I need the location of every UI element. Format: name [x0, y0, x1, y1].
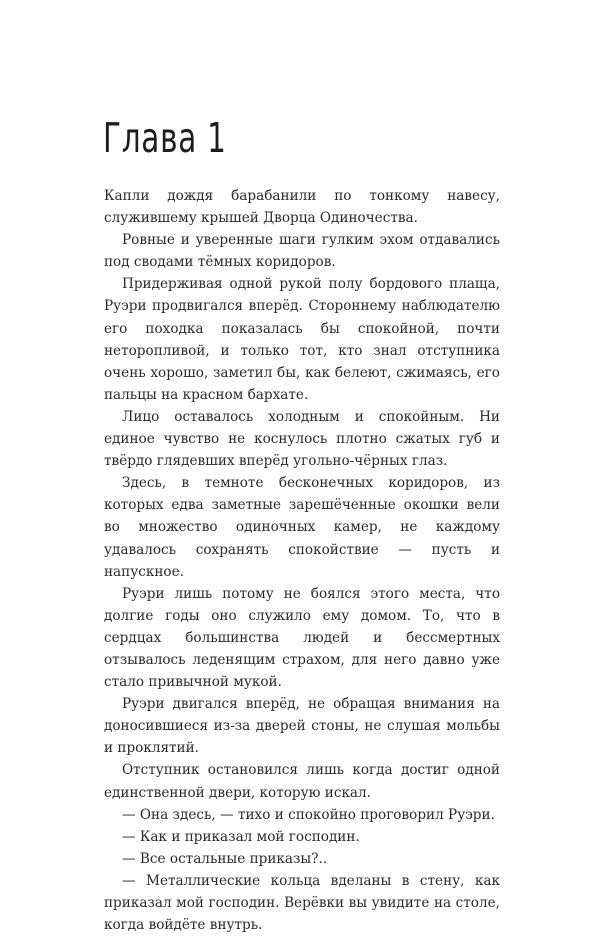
paragraph: Руэри лишь потому не боялся этого места, что долгие годы оно служило ему домом. То, что в сердцах большинства людей и бессмертных отзывалось леденящим страхом, для него давно уже стало привычной мукой. — [104, 585, 500, 691]
dialogue-line: — Она здесь, — тихо и спокойно проговорил Руэри. — [122, 806, 495, 823]
paragraph: Капли дождя барабанили по тонкому навесу, служившему крышей Дворца Одиночества. — [104, 188, 500, 227]
paragraph: Ровные и уверенные шаги гулким эхом отдавались под сводами тёмных коридоров. — [104, 232, 500, 271]
chapter-title: Глава 1 — [103, 114, 227, 162]
dialogue-line: — Все остальные приказы?.. — [122, 850, 328, 867]
paragraph: Отступник остановился лишь когда достиг одной единственной двери, которую искал. — [104, 762, 500, 801]
paragraph: Здесь, в темноте бесконечных коридоров, из которых едва заметные зарешёченные окошки вели во множество одиночных камер, не каждому удавалось сохранять спокойствие — пусть и напускное. — [104, 475, 500, 580]
paragraph: Придерживая одной рукой полу бордового плаща, Руэри продвигался вперёд. Стороннему наблюдателю его походка показалась бы спокойной, почти неторопливой, и только тот, кто знал отступника очень хорошо, заметил бы, как белеют, сжимаясь, его пальцы на красном бархате. — [104, 276, 500, 403]
paragraph: Руэри двигался вперёд, не обращая внимания на доносившиеся из-за дверей стоны, не слушая мольбы и проклятий. — [104, 696, 500, 757]
dialogue-line: — Как и приказал мой господин. — [122, 828, 360, 845]
paragraph: Лицо оставалось холодным и спокойным. Ни единое чувство не коснулось плотно сжатых губ и твёрдо глядевших вперёд угольно-чёрных глаз. — [104, 408, 500, 470]
chapter-body — [104, 185, 500, 936]
dialogue-line: — Металлические кольца вделаны в стену, как приказал мой господин. Верёвки вы увидите на столе, когда войдёте внутрь. — [104, 872, 500, 934]
